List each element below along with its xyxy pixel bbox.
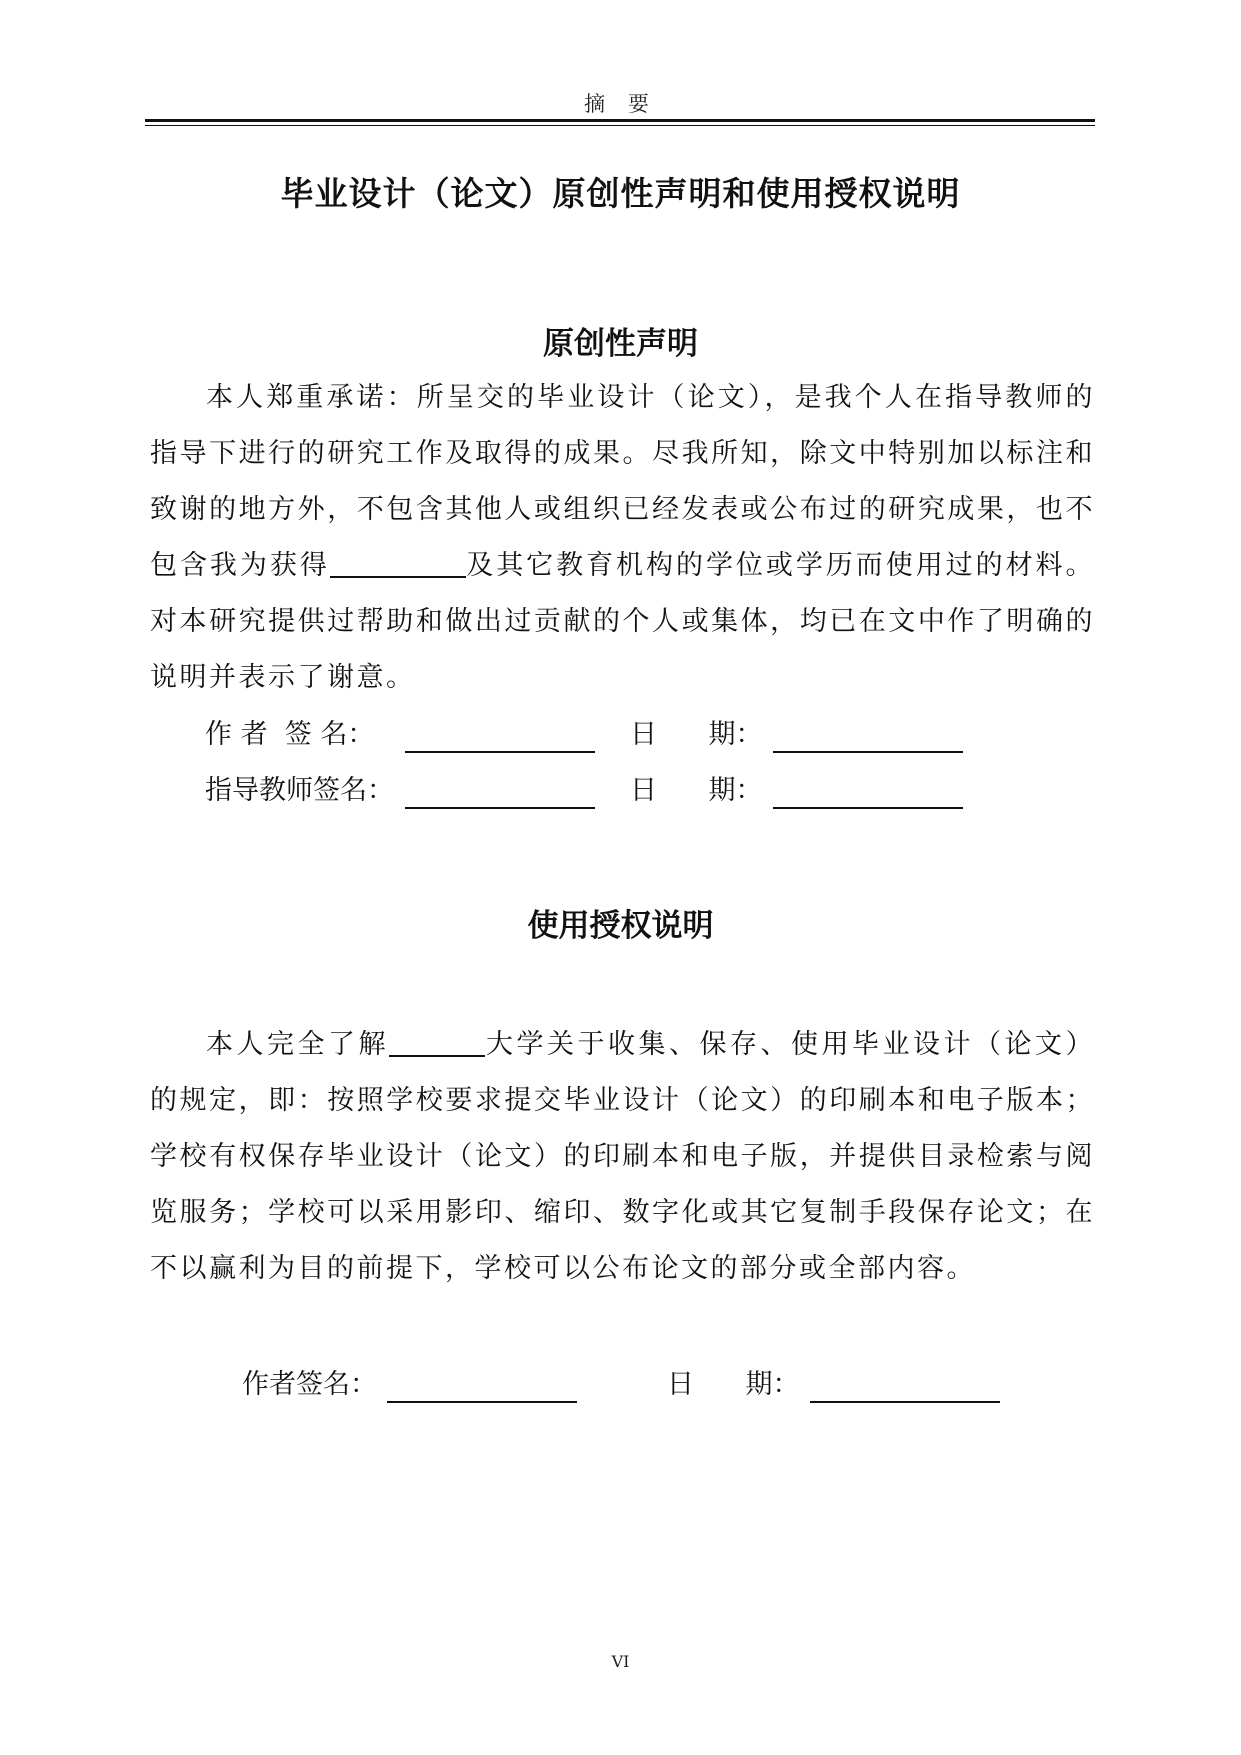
header-rule-thin	[145, 125, 1095, 126]
auth-author-sign-label: 作者签名：	[242, 1369, 377, 1400]
header-rule-thick	[145, 119, 1095, 122]
date-label-1: 日 期：	[630, 719, 763, 750]
originality-heading: 原创性声明	[543, 326, 698, 362]
authorization-text-2: 大学关于收集、保存、使用毕业设计（论文）的规定，即：按照学校要求提交毕业设计（论文）的印刷本和电子版本；学校有权保存毕业设计（论文）的印刷本和电子版，并提供目录检索与阅览服务；学校可以采用影印、缩印、数字化或其它复制手段保存论文；在不以赢利为目的前提下，学校可以公布论文的部分或全部内容。	[150, 1029, 1095, 1284]
auth-author-sign-field[interactable]	[387, 1401, 577, 1403]
advisor-sign-label: 指导教师签名：	[205, 775, 394, 806]
authorization-heading: 使用授权说明	[527, 908, 714, 944]
originality-paragraph	[150, 370, 1095, 706]
authorization-text-1: 本人完全了解	[206, 1029, 389, 1060]
page-number: VI	[611, 1652, 630, 1671]
date-field-2[interactable]	[773, 807, 963, 809]
university-blank[interactable]	[389, 1029, 485, 1057]
document-title: 毕业设计（论文）原创性声明和使用授权说明	[280, 174, 961, 213]
auth-date-label: 日 期：	[667, 1369, 800, 1400]
advisor-sign-field[interactable]	[405, 807, 595, 809]
originality-text-1: 本人郑重承诺：所呈交的毕业设计（论文），是我个人在指导教师的指导下进行的研究工作及取得的成果。尽我所知，除文中特别加以标注和致谢的地方外，不包含其他人或组织已经发表或公布过的研究成果，也不包含我为获得	[150, 382, 1095, 581]
author-sign-label: 作 者 签 名：	[205, 719, 375, 750]
originality-text-2: 及其它教育机构的学位或学历而使用过的材料。对本研究提供过帮助和做出过贡献的个人或集体，均已在文中作了明确的说明并表示了谢意。	[150, 550, 1096, 693]
date-label-2: 日 期：	[630, 775, 763, 806]
auth-date-field[interactable]	[810, 1401, 1000, 1403]
institution-blank[interactable]	[330, 550, 466, 578]
author-sign-field[interactable]	[405, 751, 595, 753]
authorization-paragraph	[150, 1017, 1095, 1297]
date-field-1[interactable]	[773, 751, 963, 753]
running-header: 摘 要	[584, 92, 657, 116]
